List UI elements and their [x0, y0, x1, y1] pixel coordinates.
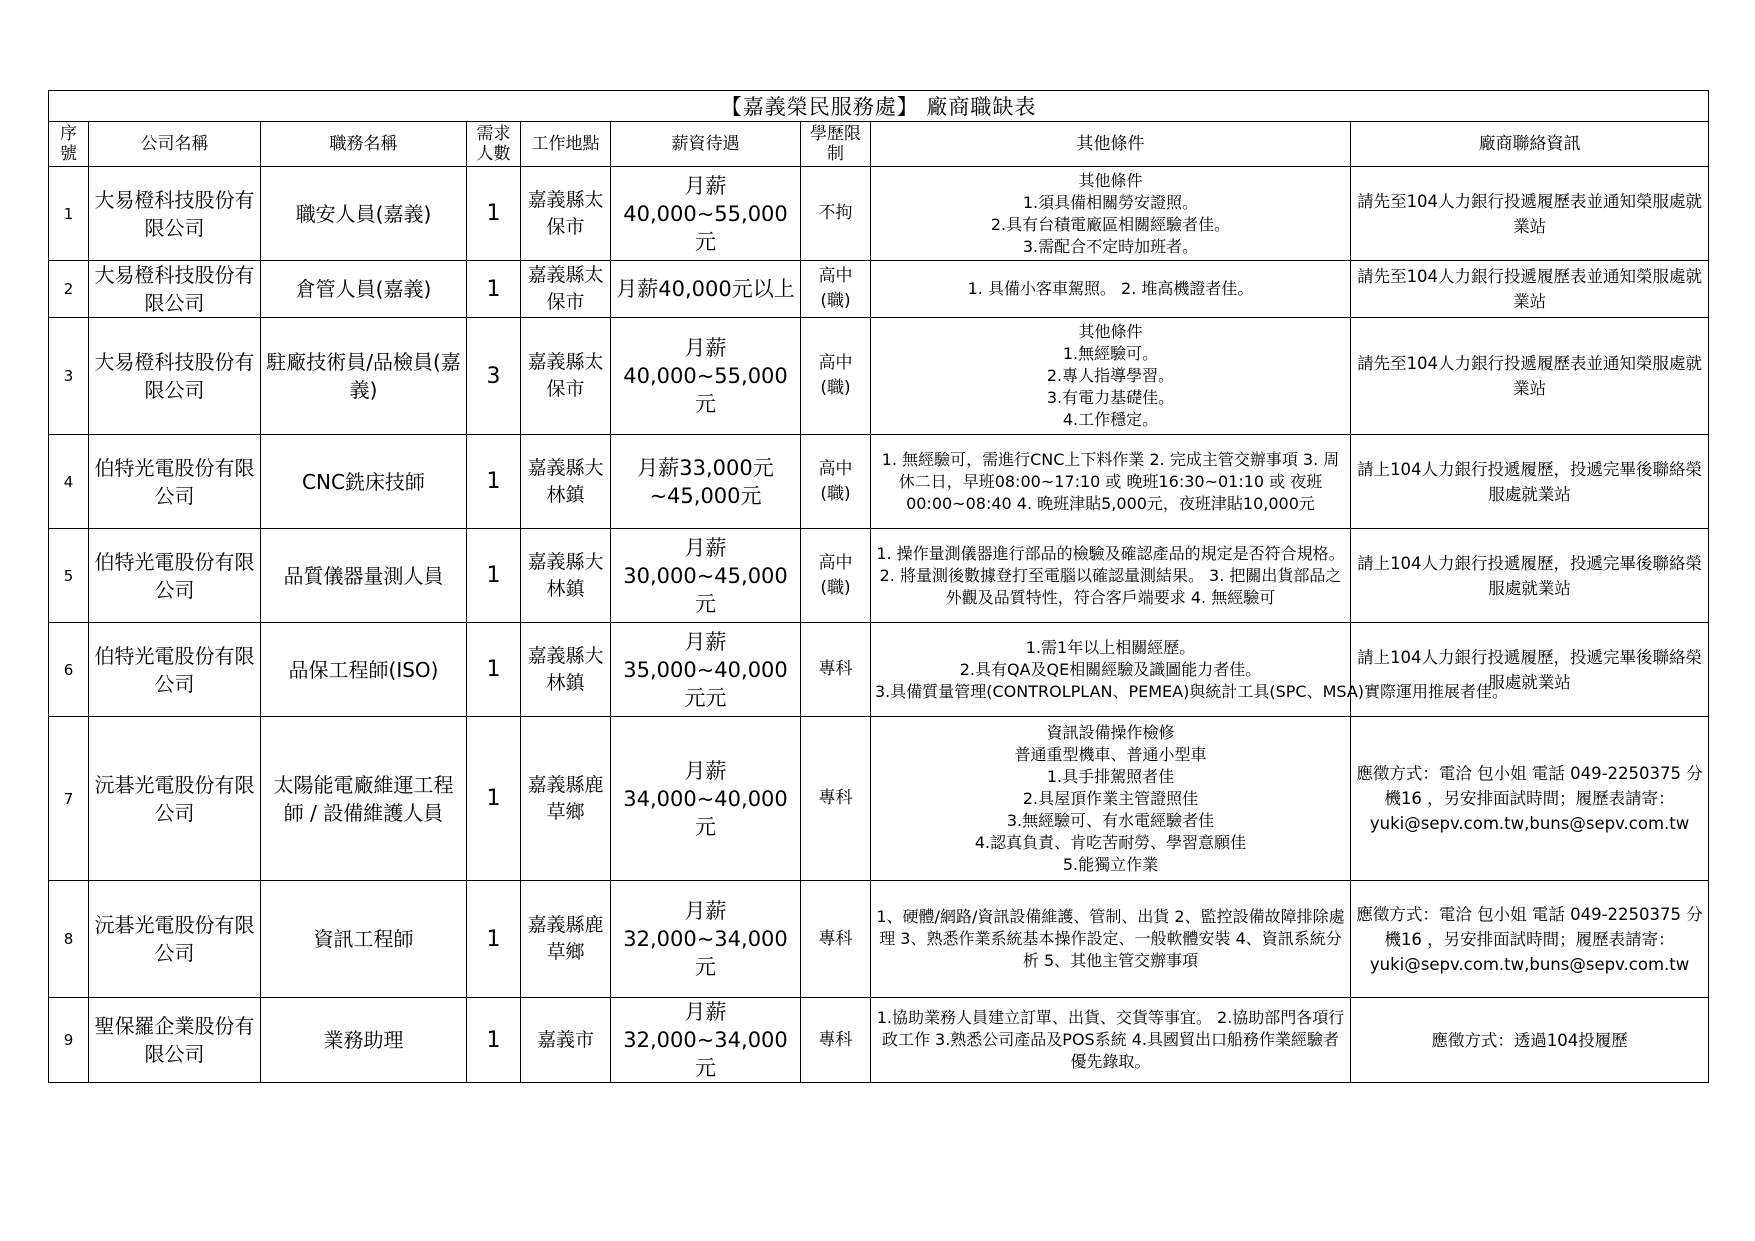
condition-line: 1、硬體/網路/資訊設備維護、管制、出貨 2、監控設備故障排除處理 3、熟悉作業系統基本操作設定、一般軟體安裝 4、資訊系統分析 5、其他主管交辦事項 [876, 907, 1345, 970]
table-row [49, 881, 1709, 998]
header-location: 工作地點 [521, 122, 611, 167]
salary: 月薪32,000~34,000元 [611, 881, 801, 998]
other-conditions [871, 167, 1351, 261]
table-row [49, 167, 1709, 261]
contact-info: 請上104人力銀行投遞履歷，投遞完畢後聯絡榮服處就業站 [1351, 623, 1709, 717]
row-index: 4 [49, 435, 89, 529]
salary: 月薪32,000~34,000元 [611, 998, 801, 1083]
other-conditions [871, 623, 1509, 717]
other-conditions [871, 717, 1351, 881]
company-name: 聖保羅企業股份有限公司 [89, 998, 261, 1083]
condition-line: 1. 無經驗可，需進行CNC上下料作業 2. 完成主管交辦事項 3. 周休二日，早班08:00~17:10 或 晚班16:30~01:10 或 夜班00:00~08:40 4. 晚班津貼5,000元，夜班津貼10,000元 [881, 449, 1340, 513]
condition-line: 1.具手排駕照者佳 [1046, 766, 1175, 786]
row-index: 9 [49, 998, 89, 1083]
contact-info: 請先至104人力銀行投遞履歷表並通知榮服處就業站 [1351, 167, 1709, 261]
other-conditions [871, 881, 1351, 998]
table-row [49, 717, 1709, 881]
education-requirement: 高中(職) [801, 318, 871, 435]
company-name: 沅碁光電股份有限公司 [89, 717, 261, 881]
row-index: 8 [49, 881, 89, 998]
condition-line: 1.無經驗可。 [1062, 344, 1159, 363]
other-conditions [871, 529, 1351, 623]
condition-line: 普通重型機車、普通小型車 [1014, 744, 1207, 764]
headcount: 1 [467, 529, 521, 623]
education-requirement: 專科 [801, 717, 871, 881]
condition-line: 資訊設備操作檢修 [1046, 722, 1175, 742]
education-requirement: 高中(職) [801, 435, 871, 529]
table-row [49, 998, 1709, 1083]
header-index: 序號 [49, 122, 89, 167]
headcount: 1 [467, 717, 521, 881]
header-contact: 廠商聯絡資訊 [1351, 122, 1709, 167]
table-row [49, 529, 1709, 623]
work-location: 嘉義縣太保市 [521, 167, 611, 261]
work-location: 嘉義縣鹿草鄉 [521, 717, 611, 881]
work-location: 嘉義縣大林鎮 [521, 435, 611, 529]
work-location: 嘉義縣大林鎮 [521, 623, 611, 717]
education-requirement: 不拘 [801, 167, 871, 261]
education-requirement: 高中(職) [801, 261, 871, 318]
condition-line: 1.協助業務人員建立訂單、出貨、交貨等事宜。 2.協助部門各項行政工作 3.熟悉公司產品及POS系統 4.具國貿出口船務作業經驗者優先錄取。 [876, 1008, 1345, 1071]
table-row [49, 435, 1709, 529]
condition-line: 3.需配合不定時加班者。 [1022, 236, 1199, 256]
salary: 月薪40,000~55,000元 [611, 167, 801, 261]
header-count: 需求人數 [467, 122, 521, 167]
position-name: CNC銑床技師 [261, 435, 467, 529]
education-requirement: 專科 [801, 998, 871, 1083]
table-row [49, 318, 1709, 435]
condition-line: 其他條件 [1078, 322, 1143, 341]
condition-line: 1. 操作量測儀器進行部品的檢驗及確認產品的規定是否符合規格。 2. 將量測後數據登打至電腦以確認量測結果。 3. 把關出貨部品之外觀及品質特性，符合客戶端要求 4. 無經驗可 [876, 543, 1345, 607]
table-row [49, 261, 1709, 318]
contact-info: 請上104人力銀行投遞履歷，投遞完畢後聯絡榮服處就業站 [1351, 435, 1709, 529]
condition-line: 3.無經驗可、有水電經驗者佳 [1006, 810, 1215, 830]
table-title: 【嘉義榮民服務處】 廠商職缺表 [49, 91, 1709, 122]
salary: 月薪30,000~45,000元 [611, 529, 801, 623]
company-name: 大易橙科技股份有限公司 [89, 167, 261, 261]
salary: 月薪34,000~40,000元 [611, 717, 801, 881]
headcount: 3 [467, 318, 521, 435]
row-index: 5 [49, 529, 89, 623]
other-conditions [871, 435, 1351, 529]
contact-info: 應徵方式：透過104投履歷 [1351, 998, 1709, 1083]
education-requirement: 專科 [801, 881, 871, 998]
condition-line: 3.具備質量管理(CONTROLPLAN、PEMEA)與統計工具(SPC、MSA)實際運用推展者佳。 [875, 681, 1509, 701]
contact-info: 請先至104人力銀行投遞履歷表並通知榮服處就業站 [1351, 318, 1709, 435]
company-name: 伯特光電股份有限公司 [89, 435, 261, 529]
headcount: 1 [467, 998, 521, 1083]
condition-line: 4.認真負責、肯吃苦耐勞、學習意願佳 [974, 832, 1247, 852]
company-name: 大易橙科技股份有限公司 [89, 318, 261, 435]
work-location: 嘉義縣大林鎮 [521, 529, 611, 623]
condition-line: 2.具屋頂作業主管證照佳 [1022, 788, 1199, 808]
condition-line: 2.具有台積電廠區相關經驗者佳。 [990, 214, 1231, 234]
position-name: 倉管人員(嘉義) [261, 261, 467, 318]
contact-info: 應徵方式：電洽 包小姐 電話 049-2250375 分機16 ，另安排面試時間；履歷表請寄：yuki@sepv.com.tw,buns@sepv.com.tw [1351, 717, 1709, 881]
row-index: 7 [49, 717, 89, 881]
condition-line: 4.工作穩定。 [1062, 410, 1159, 429]
other-conditions [871, 998, 1351, 1083]
row-index: 1 [49, 167, 89, 261]
condition-line: 1.需1年以上相關經歷。 [1025, 637, 1196, 657]
work-location: 嘉義縣鹿草鄉 [521, 881, 611, 998]
headcount: 1 [467, 881, 521, 998]
headcount: 1 [467, 435, 521, 529]
row-index: 2 [49, 261, 89, 318]
headcount: 1 [467, 261, 521, 318]
position-name: 職安人員(嘉義) [261, 167, 467, 261]
condition-line: 3.有電力基礎佳。 [1046, 388, 1175, 407]
position-name: 資訊工程師 [261, 881, 467, 998]
work-location: 嘉義縣太保市 [521, 261, 611, 318]
headcount: 1 [467, 623, 521, 717]
condition-line: 2.專人指導學習。 [1046, 366, 1175, 385]
table-body [49, 167, 1709, 1083]
job-listing-table [48, 90, 1709, 1083]
company-name: 伯特光電股份有限公司 [89, 623, 261, 717]
work-location: 嘉義縣太保市 [521, 318, 611, 435]
contact-info: 請先至104人力銀行投遞履歷表並通知榮服處就業站 [1351, 261, 1709, 318]
row-index: 3 [49, 318, 89, 435]
condition-line: 1.須具備相關勞安證照。 [1022, 192, 1199, 212]
company-name: 沅碁光電股份有限公司 [89, 881, 261, 998]
position-name: 業務助理 [261, 998, 467, 1083]
contact-info: 應徵方式：電洽 包小姐 電話 049-2250375 分機16 ，另安排面試時間；履歷表請寄：yuki@sepv.com.tw,buns@sepv.com.tw [1351, 881, 1709, 998]
table-row [49, 623, 1709, 717]
company-name: 大易橙科技股份有限公司 [89, 261, 261, 318]
condition-line: 2.具有QA及QE相關經驗及識圖能力者佳。 [959, 659, 1262, 679]
table-title-row [49, 91, 1709, 122]
education-requirement: 專科 [801, 623, 871, 717]
company-name: 伯特光電股份有限公司 [89, 529, 261, 623]
salary: 月薪35,000~40,000元元 [611, 623, 801, 717]
position-name: 太陽能電廠維運工程師 / 設備維護人員 [261, 717, 467, 881]
header-education: 學歷限制 [801, 122, 871, 167]
headcount: 1 [467, 167, 521, 261]
header-company: 公司名稱 [89, 122, 261, 167]
salary: 月薪40,000~55,000元 [611, 318, 801, 435]
contact-info: 請上104人力銀行投遞履歷，投遞完畢後聯絡榮服處就業站 [1351, 529, 1709, 623]
position-name: 品質儀器量測人員 [261, 529, 467, 623]
table-header-row [49, 122, 1709, 167]
position-name: 駐廠技術員/品檢員(嘉義) [261, 318, 467, 435]
condition-line: 其他條件 [1078, 170, 1143, 190]
salary: 月薪33,000元~45,000元 [611, 435, 801, 529]
position-name: 品保工程師(ISO) [261, 623, 467, 717]
condition-line: 1. 具備小客車駕照。 2. 堆高機證者佳。 [967, 279, 1254, 298]
education-requirement: 高中(職) [801, 529, 871, 623]
salary: 月薪40,000元以上 [611, 261, 801, 318]
condition-line: 5.能獨立作業 [1062, 854, 1159, 874]
other-conditions [871, 318, 1351, 435]
header-conditions: 其他條件 [871, 122, 1351, 167]
row-index: 6 [49, 623, 89, 717]
other-conditions [871, 261, 1351, 318]
header-position: 職務名稱 [261, 122, 467, 167]
header-salary: 薪資待遇 [611, 122, 801, 167]
work-location: 嘉義市 [521, 998, 611, 1083]
